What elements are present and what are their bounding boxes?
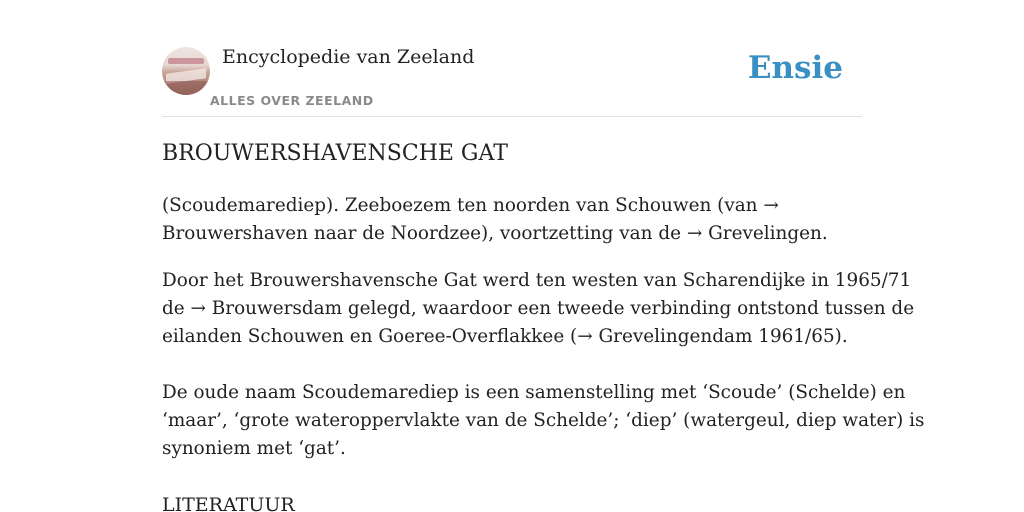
article [162, 138, 925, 512]
article-paragraph [162, 267, 915, 351]
brand-logo[interactable]: Ensie [747, 50, 843, 86]
article-paragraph [162, 379, 925, 463]
site-title[interactable]: Encyclopedie van Zeeland [222, 46, 475, 68]
article-title: BROUWERSHAVENSCHE GAT [162, 141, 508, 166]
paragraph-line: eilanden Schouwen en Goeree-Overflakkee (→ Grevelingendam 1961/65). [162, 326, 848, 347]
paragraph-line: ‘maar’, ‘grote wateroppervlakte van de Schelde’; ‘diep’ (watergeul, diep water) is [162, 410, 925, 431]
site-header [162, 44, 862, 117]
site-subtitle: ALLES OVER ZEELAND [210, 93, 374, 108]
paragraph-line: Door het Brouwershavensche Gat werd ten westen van Scharendijke in 1965/71 [162, 270, 912, 291]
section-heading-literatuur: LITERATUUR [162, 494, 295, 512]
avatar-band [168, 58, 204, 64]
paragraph-line: De oude naam Scoudemarediep is een samenstelling met ‘Scoude’ (Schelde) en [162, 382, 906, 403]
site-avatar[interactable] [162, 47, 210, 95]
paragraph-line: synoniem met ‘gat’. [162, 438, 346, 459]
article-paragraph [162, 192, 862, 248]
paragraph-line: Brouwershaven naar de Noordzee), voortzetting van de → Grevelingen. [162, 223, 828, 244]
paragraph-line: de → Brouwersdam gelegd, waardoor een tweede verbinding ontstond tussen de [162, 298, 915, 319]
avatar-shade [162, 81, 210, 95]
paragraph-line: (Scoudemarediep). Zeeboezem ten noorden van Schouwen (van → [162, 195, 779, 216]
